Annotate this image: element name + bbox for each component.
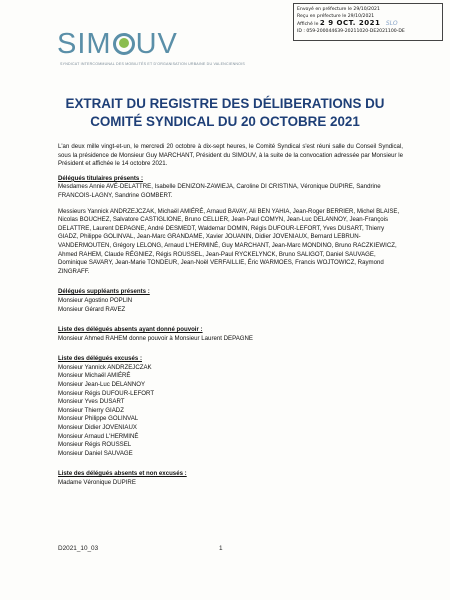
list-item: Monsieur Michaël AMIÉRÉ — [58, 372, 131, 380]
pouvoir-heading: Liste des délégués absents ayant donné pouvoir : — [58, 326, 203, 334]
list-item: Monsieur Gérard RAVEZ — [58, 305, 126, 313]
logo-text-end: UV — [135, 28, 178, 60]
list-item: Monsieur Thierry GIADZ — [58, 406, 124, 414]
document-reference: D2021_10_03 — [58, 545, 99, 552]
list-item: Monsieur Jean-Luc DELANNOY — [58, 381, 146, 389]
simouv-logo — [57, 28, 178, 61]
stamp-line-sent: Envoyé en préfecture le 29/10/2021 — [297, 7, 380, 12]
logo-tagline: SYNDICAT INTERCOMMUNAL DES MOBILITÉS ET D'ORGANISATION URBAINE DU VALENCIENNOIS — [60, 62, 245, 66]
document-body — [58, 143, 403, 488]
list-item: Monsieur Régis ROUSSEL — [58, 441, 132, 449]
list-item: Monsieur Régis DUFOUR-LEFORT — [58, 389, 155, 397]
list-item: Monsieur Yannick ANDRZEJCZAK — [58, 363, 152, 371]
non-excuses-list — [58, 479, 403, 488]
list-item: Monsieur Arnaud L'HERMINÉ — [58, 432, 139, 440]
titulaires-messieurs: Messieurs Yannick ANDRZEJCZAK, Michaël AMIÉRÉ, Arnaud BAVAY, Ali BEN YAHIA, Jean-Roger BERRIER, Michel BLAISE, Nicolas BOUCHEZ, Salvatore CASTIGLIONE, Bruno CELLIER, Jean-Paul COMYN, Jean-Luc DELANNOY, Jean-François DELATTRE, Laurent DEPAGNE, André DESMEDT, Waldemar DOMIN, Régis DUFOUR-LEFORT, Yves DUSART, Thierry GIADZ, Philippe GOLINVAL, Jean-Marc GRANDAME, Xavier JOUANIN, Didier JOVENIAUX, Bernard LEBRUN-VANDERMOUTEN, Grégory LELONG, Arnaud L'HERMINÉ, Guy MARCHANT, Jean-Marc MONDINO, Bruno RACZKIEWICZ, Ahmed RAHEM, Claude RÉGNIEZ, Régis ROUSSEL, Jean-Paul RYCKELYNCK, Bruno SALIGOT, Daniel SAUVAGE, Dominique SAVARY, Jean-Marie TONDEUR, Jean-Noël VERFAILLIE, Éric WARMOES, Francis WOJTOWICZ, Raymond ZINGRAFF. — [58, 207, 400, 275]
intro-paragraph: L'an deux mille vingt-et-un, le mercredi 20 octobre à dix-sept heures, le Comité Syndical s'est réuni salle du Conseil Syndical, sous la présidence de Monsieur Guy MARCHANT, Président du SIMOUV, à la suite de la convocation adressée par Monsieur le Président et affichée le 14 octobre 2021. — [58, 143, 403, 168]
title-line-1: EXTRAIT DU REGISTRE DES DÉLIBERATIONS DU — [65, 96, 385, 111]
logo-text-start: SIM — [57, 28, 112, 60]
list-item: Madame Véronique DUPIRE — [58, 479, 136, 486]
document-title — [40, 95, 410, 131]
list-item: Monsieur Philippe GOLINVAL — [58, 415, 139, 423]
excuses-heading: Liste des délégués excusés : — [58, 355, 142, 363]
stamp-line-posted — [297, 20, 439, 28]
page-number: 1 — [219, 545, 223, 552]
list-item: Monsieur Didier JOVENIAUX — [58, 424, 137, 432]
prefecture-stamp — [293, 3, 443, 41]
title-line-2: COMITÉ SYNDICAL DU 20 OCTOBRE 2021 — [90, 114, 360, 129]
non-excuses-heading: Liste des délégués absents et non excusés : — [58, 470, 187, 478]
pouvoir-list — [58, 335, 403, 344]
suppleants-list — [58, 297, 403, 314]
list-item: Monsieur Agostino POPLIN — [58, 296, 133, 304]
list-item: Monsieur Yves DUSART — [58, 398, 125, 406]
suppleants-heading: Délégués suppléants présents : — [58, 288, 150, 296]
stamp-ghost-text: SLO — [385, 20, 398, 27]
excuses-list — [58, 364, 403, 459]
titulaires-mesdames: Mesdames Annie AVÉ-DELATTRE, Isabelle DENIZON-ZAWIEJA, Caroline DI CRISTINA, Véronique DUPIRE, Sandrine FRANCOIS-LAGNY, Sandrine GOMBERT. — [58, 183, 381, 199]
list-item: Monsieur Ahmed RAHEM donne pouvoir à Monsieur Laurent DEPAGNE — [58, 334, 253, 342]
stamp-line-id: ID : 059-200044639-20211020-DE2021100-DE — [297, 29, 405, 34]
stamp-posted-date: 2 9 OCT. 2021 — [319, 20, 381, 27]
list-item: Monsieur Daniel SAUVAGE — [58, 449, 133, 457]
logo-o-icon — [113, 33, 135, 55]
titulaires-heading: Délégués titulaires présents : — [58, 174, 144, 182]
stamp-line-received: Reçu en préfecture le 29/10/2021 — [297, 14, 375, 19]
stamp-posted-label: Affiché le — [297, 22, 319, 27]
